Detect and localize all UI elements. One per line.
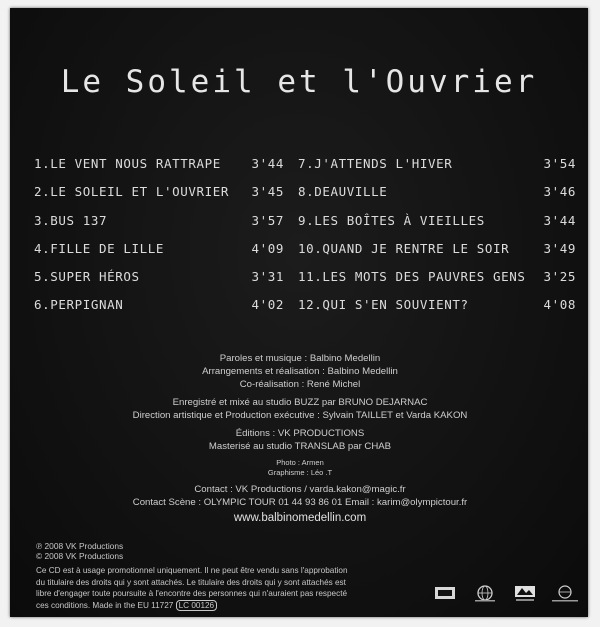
- track-title: 2.LE SOLEIL ET L'OUVRIER: [34, 184, 230, 200]
- track-title: 1.LE VENT NOUS RATTRAPE: [34, 156, 221, 171]
- universal-logo-icon: [472, 585, 498, 603]
- label-code: LC 00126: [176, 600, 218, 611]
- track-title: 12.QUI S'EN SOUVIENT?: [298, 297, 469, 313]
- website-link[interactable]: www.balbinomedellin.com: [233, 512, 367, 524]
- track-title: 11.LES MOTS DES PAUVRES GENS: [298, 269, 526, 285]
- track-title: 6.PERPIGNAN: [34, 297, 124, 313]
- track-title: 5.SUPER HÉROS: [34, 269, 140, 285]
- track-row: [298, 239, 576, 267]
- track-duration: 3'57: [251, 212, 284, 228]
- credit-arrangements: Arrangements et réalisation : Balbino Medellin: [202, 366, 398, 377]
- credit-lyrics-music: Paroles et musique : Balbino Medellin: [219, 353, 381, 364]
- credit-direction: Direction artistique et Production exécutive : Sylvain TAILLET et Varda KAKON: [132, 410, 468, 421]
- credit-recorded: Enregistré et mixé au studio BUZZ par BRUNO DEJARNAC: [172, 397, 428, 408]
- track-title: 7.J'ATTENDS L'HIVER: [298, 156, 453, 171]
- copyright-block: [36, 541, 123, 561]
- track-duration: 3'25: [543, 269, 576, 285]
- credit-mastering: Masterisé au studio TRANSLAB par CHAB: [208, 441, 392, 452]
- copyright-line: © 2008 VK Productions: [36, 551, 124, 561]
- track-row: [298, 154, 576, 182]
- track-duration: 4'09: [251, 240, 284, 256]
- legal-line: [36, 600, 426, 612]
- credit-graphics: Graphisme : Léo .T: [267, 468, 333, 477]
- cd-back-cover: [10, 8, 588, 617]
- legal-line: Ce CD est à usage promotionnel uniquement. Il ne peut être vendu sans l'approbation: [36, 566, 348, 575]
- track-row: [298, 295, 576, 323]
- track-row: [34, 182, 284, 210]
- track-row: [34, 239, 284, 267]
- tracklist-left: [34, 154, 284, 324]
- track-title: 9.LES BOÎTES À VIEILLES: [298, 212, 485, 228]
- track-title: 8.DEAUVILLE: [298, 184, 388, 200]
- track-duration: 3'54: [543, 156, 576, 171]
- track-duration: 4'02: [251, 297, 284, 313]
- track-row: [298, 211, 576, 239]
- track-title: 10.QUAND JE RENTRE LE SOIR: [298, 240, 510, 256]
- track-row: [298, 182, 576, 210]
- track-duration: 3'49: [543, 240, 576, 256]
- legal-notice: [36, 565, 426, 611]
- tracklist-right: [298, 154, 576, 324]
- label-logo-icon: [434, 585, 456, 601]
- track-duration: 3'45: [251, 184, 284, 200]
- credit-photo: Photo : Armen: [276, 458, 324, 467]
- phonographic-copyright: ℗ 2008 VK Productions: [36, 541, 124, 551]
- legal-line: du titulaire des droits qui y sont attachés. Le titulaire des droits qui y sont attachés est: [36, 577, 346, 587]
- track-row: [34, 154, 284, 182]
- album-title: Le Soleil et l'Ouvrier: [60, 64, 538, 100]
- track-duration: 3'46: [543, 184, 576, 200]
- credits-block: [130, 352, 470, 525]
- track-row: [34, 295, 284, 323]
- track-row: [34, 267, 284, 295]
- track-duration: 3'31: [251, 269, 284, 285]
- legal-line: libre d'engager toute poursuite à l'encontre des personnes qui n'auraient pas respecté: [36, 589, 348, 599]
- track-title: 4.FILLE DE LILLE: [34, 240, 165, 256]
- legal-line-text: ces conditions. Made in the EU 11727: [36, 600, 174, 610]
- logo-strip: [434, 585, 584, 605]
- track-row: [298, 267, 576, 295]
- track-title: 3.BUS 137: [34, 212, 108, 228]
- credit-editions: Éditions : VK PRODUCTIONS: [235, 428, 365, 439]
- credit-coproduction: Co-réalisation : René Michel: [239, 379, 361, 390]
- track-row: [34, 211, 284, 239]
- contact-stage-line: Contact Scène : OLYMPIC TOUR 01 44 93 86 01 Email : karim@olympictour.fr: [132, 497, 468, 508]
- universal-music-logo-icon: [550, 585, 580, 603]
- track-duration: 3'44: [543, 212, 576, 228]
- contact-line: Contact : VK Productions / varda.kakon@magic.fr: [194, 484, 406, 495]
- track-duration: 3'44: [251, 156, 284, 171]
- track-duration: 4'08: [543, 297, 576, 313]
- distribution-logo-icon: [514, 585, 536, 603]
